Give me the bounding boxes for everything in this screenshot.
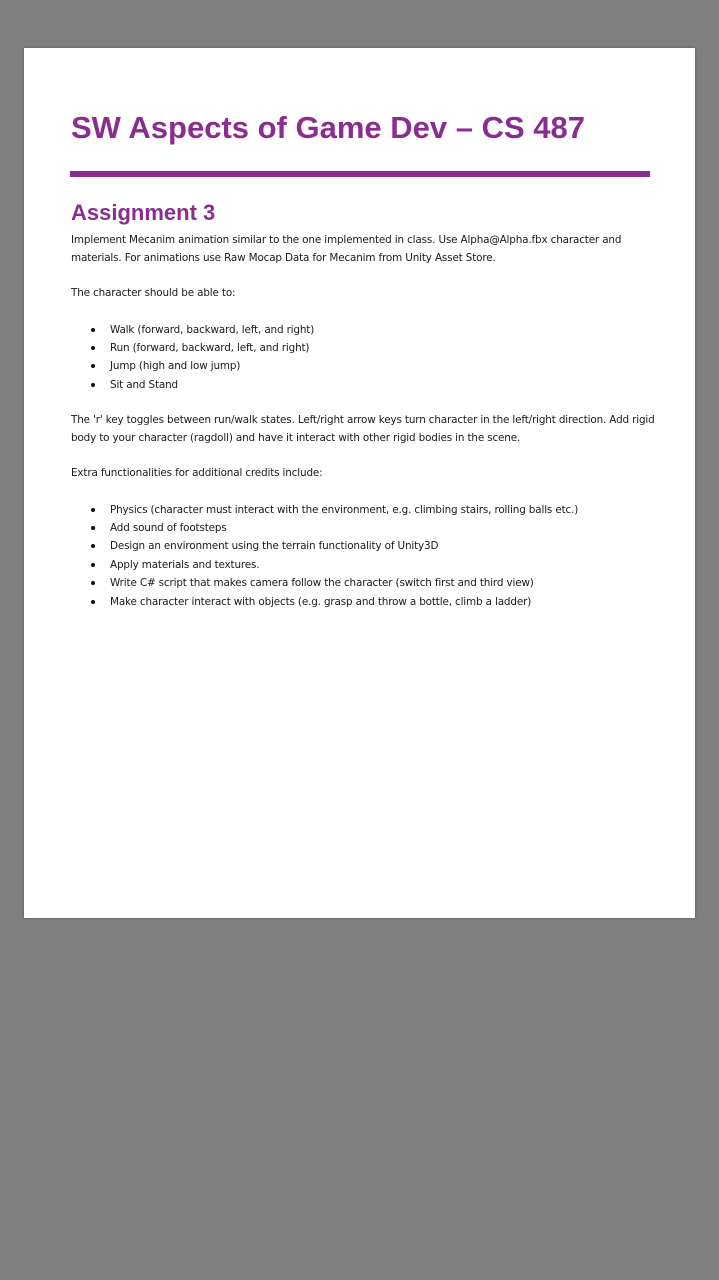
list-item: Add sound of footsteps — [110, 519, 661, 537]
intro-paragraph: Implement Mecanim animation similar to the one implemented in class. Use Alpha@Alpha.fbx character and materials. For animations use Raw Mocap Data for Mecanim from Unity Asset Store. — [71, 234, 622, 264]
document-title: SW Aspects of Game Dev – CS 487 — [71, 110, 585, 145]
extras-intro: Extra functionalities for additional credits include: — [71, 467, 323, 480]
document-body — [71, 198, 661, 611]
document-page — [24, 48, 695, 918]
controls-paragraph: The 'r' key toggles between run/walk states. Left/right arrow keys turn character in the left/right direction. Add rigid body to your character (ragdoll) and have it interact with other rigid bodies in the scene. — [71, 414, 655, 444]
list-item: Write C# script that makes camera follow the character (switch first and third view) — [110, 574, 661, 592]
abilities-list — [71, 321, 661, 395]
list-item: Walk (forward, backward, left, and right) — [110, 321, 661, 339]
abilities-intro: The character should be able to: — [71, 287, 236, 299]
title-divider — [70, 171, 650, 177]
list-item: Jump (high and low jump) — [110, 357, 661, 375]
list-item: Make character interact with objects (e.g. grasp and throw a bottle, climb a ladder) — [110, 593, 661, 611]
list-item: Apply materials and textures. — [110, 556, 661, 574]
list-item: Design an environment using the terrain functionality of Unity3D — [110, 537, 661, 555]
list-item: Sit and Stand — [110, 376, 661, 394]
list-item: Physics (character must interact with the environment, e.g. climbing stairs, rolling balls etc.) — [110, 501, 661, 519]
extras-list — [71, 501, 661, 611]
list-item: Run (forward, backward, left, and right) — [110, 339, 661, 357]
assignment-heading: Assignment 3 — [71, 200, 216, 225]
